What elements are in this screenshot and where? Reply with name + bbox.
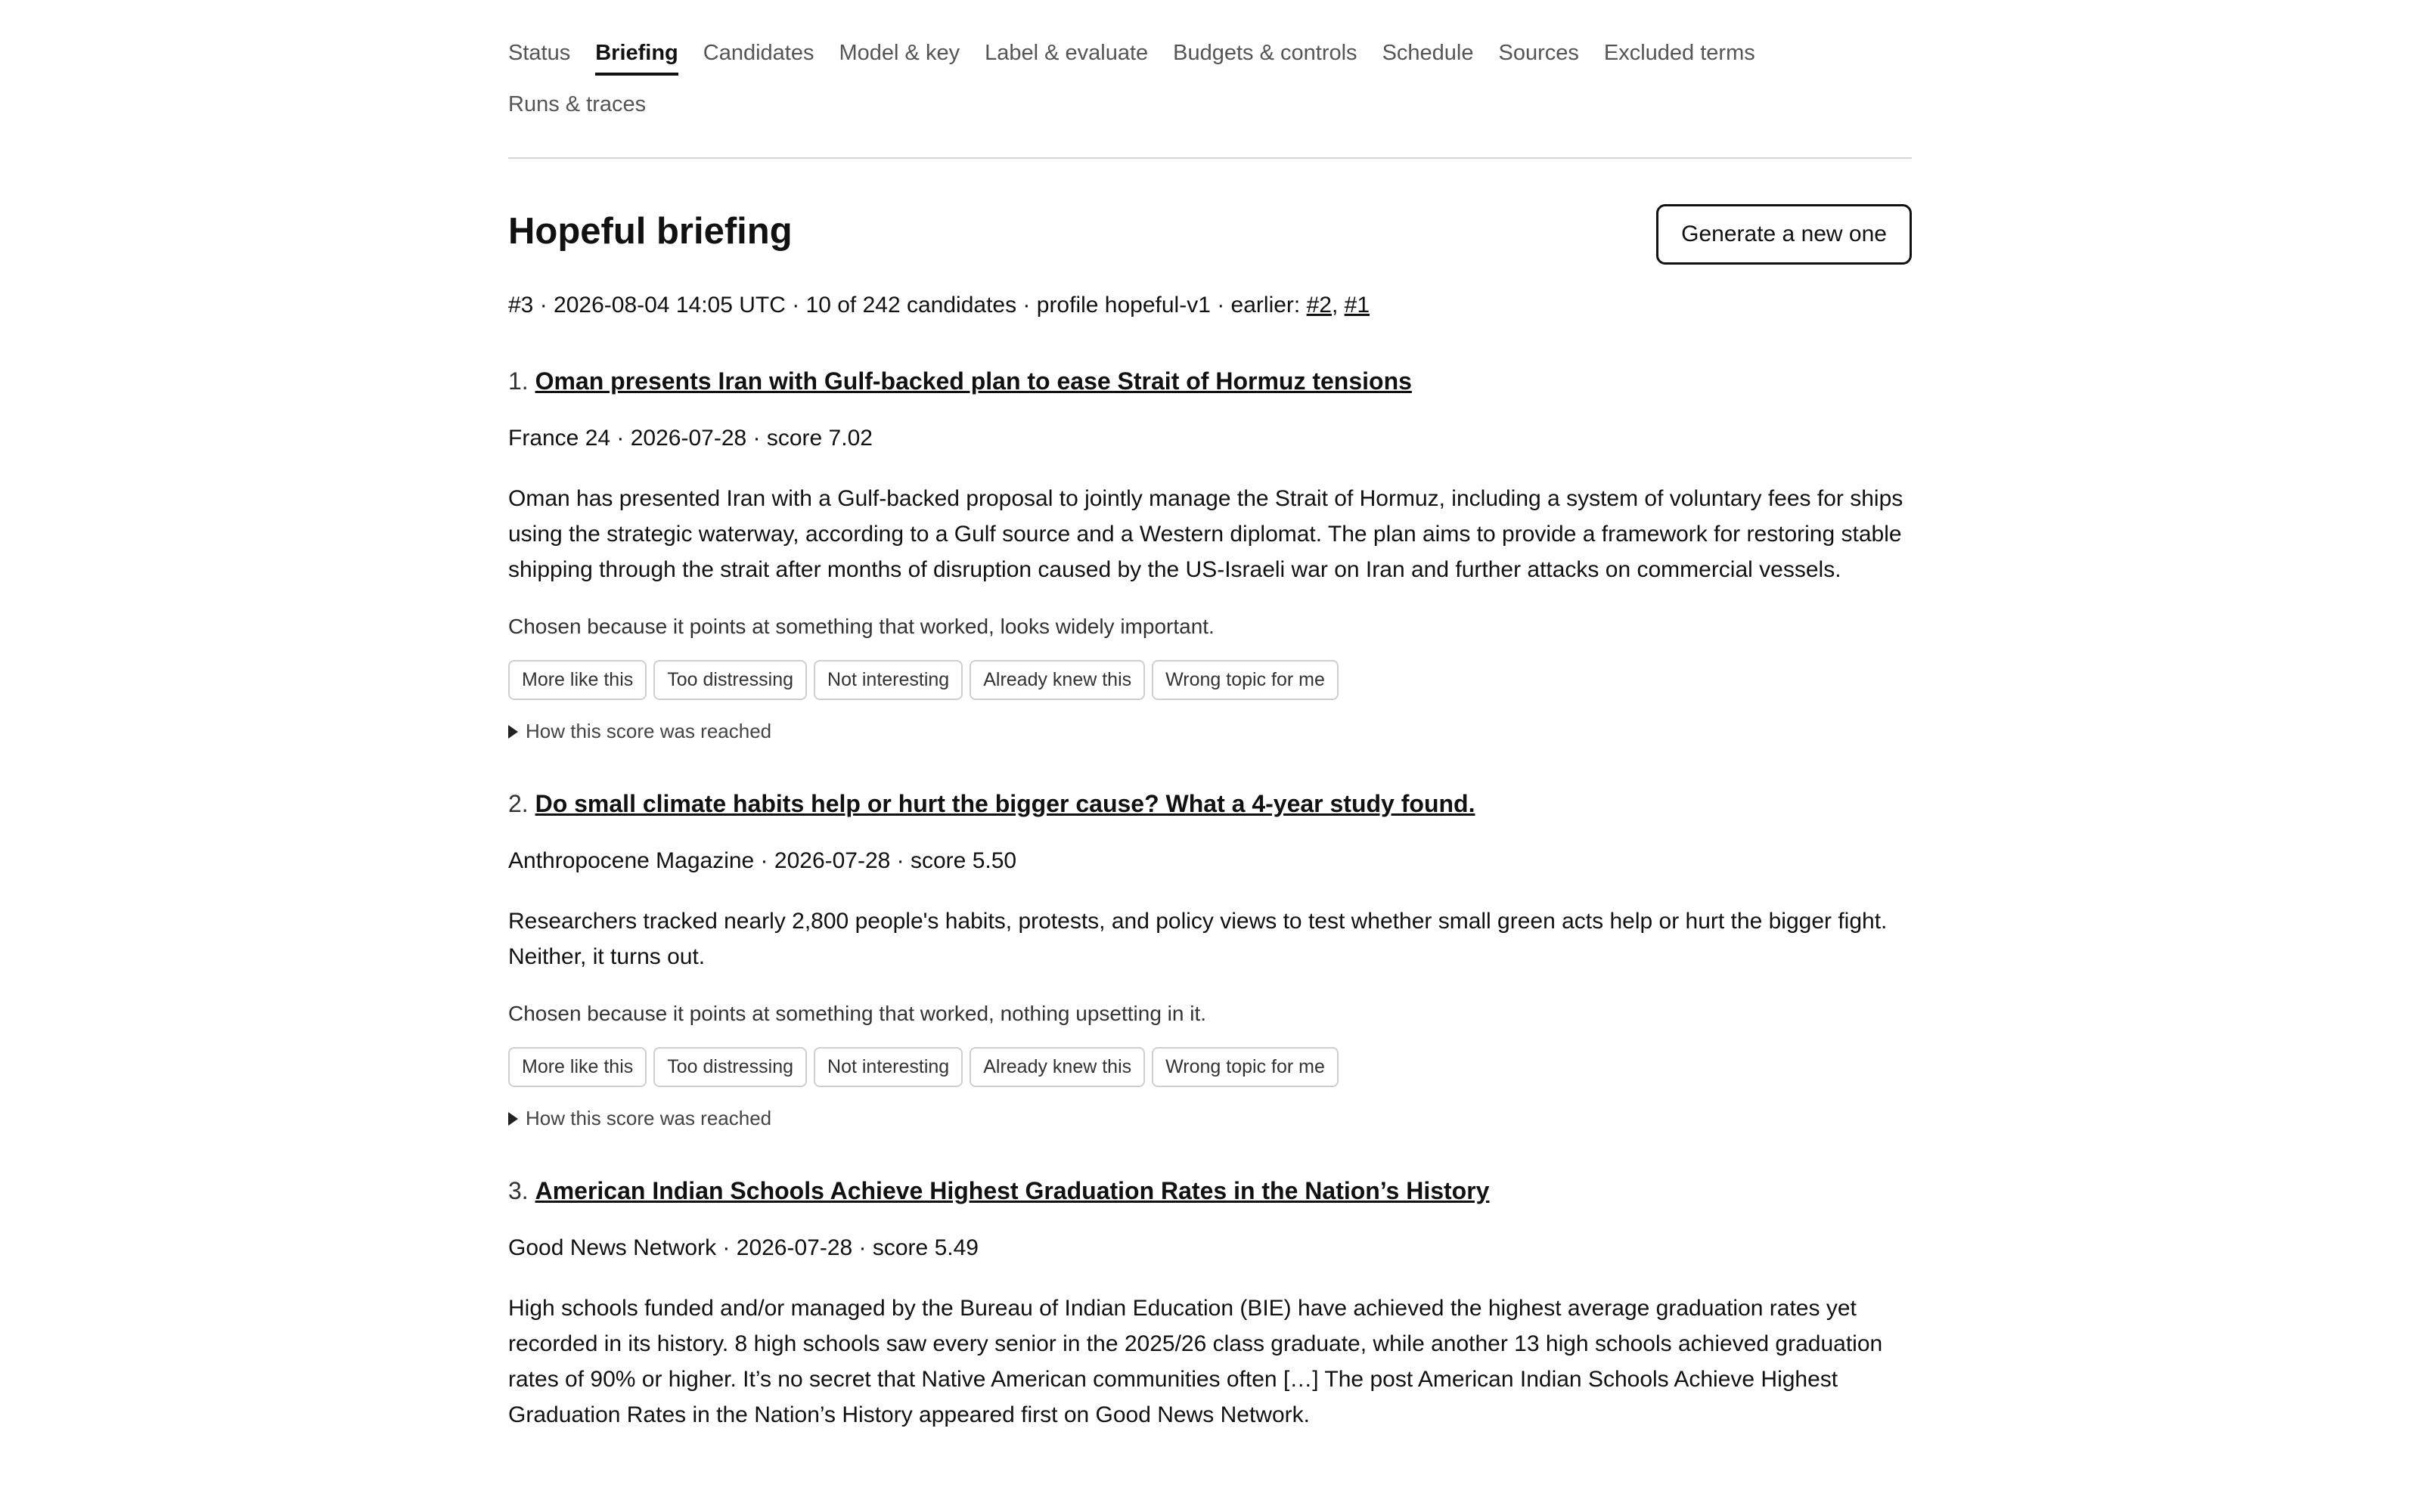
tab-label-evaluate[interactable]: Label & evaluate [985,41,1149,65]
disclosure-triangle-icon [508,725,518,739]
score-details-toggle[interactable] [508,720,1912,743]
score-details-toggle[interactable] [508,1107,1912,1130]
earlier-briefing-link-2[interactable]: #2 [1306,293,1332,318]
briefing-header [508,198,1912,265]
page-title: Hopeful briefing [508,211,793,252]
item-meta: Anthropocene Magazine · 2026-07-28 · score 5.50 [508,848,1017,873]
score-details-label: How this score was reached [526,1107,772,1129]
already-knew-button[interactable]: Already knew this [970,1047,1145,1087]
item-summary: Researchers tracked nearly 2,800 people's habits, protests, and policy views to test whether small green acts help or hurt the bigger fight. Neither, it turns out. [508,909,1888,969]
too-distressing-button[interactable]: Too distressing [653,660,807,700]
meta-separator: , [1331,293,1345,318]
item-reason: Chosen because it points at something that worked, looks widely important. [508,615,1215,638]
item-title-link[interactable]: Do small climate habits help or hurt the bigger cause? What a 4-year study found. [535,790,1475,817]
tab-model-key[interactable]: Model & key [839,41,960,65]
tab-budgets-controls[interactable]: Budgets & controls [1173,41,1357,65]
briefing-item [508,1174,1912,1433]
too-distressing-button[interactable]: Too distressing [653,1047,807,1087]
item-title [508,364,1912,398]
tab-briefing[interactable]: Briefing [595,38,678,76]
item-title [508,1174,1912,1207]
item-title-link[interactable]: American Indian Schools Achieve Highest Graduation Rates in the Nation’s History [535,1177,1490,1204]
item-title [508,787,1912,820]
item-number: 2. [508,790,529,817]
briefing-item [508,364,1912,743]
item-reason: Chosen because it points at something that worked, nothing upsetting in it. [508,1002,1207,1025]
wrong-topic-button[interactable]: Wrong topic for me [1152,660,1339,700]
briefing-meta [508,290,1912,321]
generate-new-button[interactable]: Generate a new one [1656,204,1912,265]
tab-status[interactable]: Status [508,41,571,65]
briefing-meta-text: #3 · 2026-08-04 14:05 UTC · 10 of 242 candidates · profile hopeful-v1 · earlier: [508,293,1307,318]
item-meta: France 24 · 2026-07-28 · score 7.02 [508,426,873,451]
top-nav [508,0,1912,159]
item-number: 1. [508,367,529,395]
item-summary: Oman has presented Iran with a Gulf-backed proposal to jointly manage the Strait of Hormuz, including a system of voluntary fees for ships using the strategic waterway, according to a Gulf source and a Western diplomat. The plan aims to provide a framework for restoring stable shipping through the strait after months of disruption caused by the US-Israeli war on Iran and further attacks on commercial vessels. [508,486,1903,582]
disclosure-triangle-icon [508,1112,518,1126]
not-interesting-button[interactable]: Not interesting [814,1047,963,1087]
tab-excluded-terms[interactable]: Excluded terms [1603,41,1755,65]
feedback-buttons [508,660,1912,700]
earlier-briefing-link-1[interactable]: #1 [1344,293,1370,318]
tab-candidates[interactable]: Candidates [703,41,814,65]
item-number: 3. [508,1177,529,1204]
score-details-label: How this score was reached [526,720,772,742]
wrong-topic-button[interactable]: Wrong topic for me [1152,1047,1339,1087]
page [508,0,1912,1433]
item-summary: High schools funded and/or managed by the Bureau of Indian Education (BIE) have achieved the highest average graduation rates yet recorded in its history. 8 high schools saw every senior in the 2025/26 class graduate, while another 13 high schools achieved graduation rates of 90% or higher. It’s no secret that Native American communities often […] The post American Indian Schools Achieve Highest Graduation Rates in the Nation’s History appeared first on Good News Network. [508,1296,1883,1427]
more-like-this-button[interactable]: More like this [508,1047,647,1087]
tab-sources[interactable]: Sources [1498,41,1579,65]
feedback-buttons [508,1047,1912,1087]
already-knew-button[interactable]: Already knew this [970,660,1145,700]
item-meta: Good News Network · 2026-07-28 · score 5.49 [508,1235,979,1260]
briefing-item [508,787,1912,1130]
tab-schedule[interactable]: Schedule [1382,41,1474,65]
item-title-link[interactable]: Oman presents Iran with Gulf-backed plan to ease Strait of Hormuz tensions [535,367,1412,395]
more-like-this-button[interactable]: More like this [508,660,647,700]
not-interesting-button[interactable]: Not interesting [814,660,963,700]
tab-runs-traces[interactable]: Runs & traces [508,92,647,116]
